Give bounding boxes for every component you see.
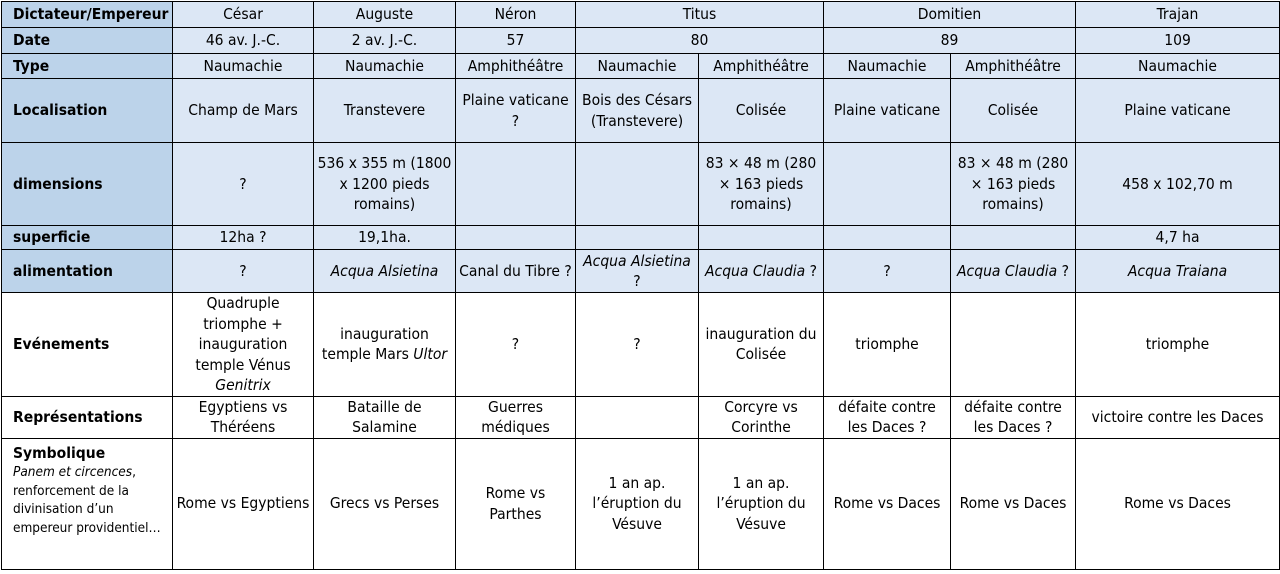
alimentation-cell: [824, 250, 951, 293]
event-text: triomphe: [855, 335, 919, 353]
event-text: ?: [633, 335, 641, 353]
representations-label: Représentations: [2, 396, 173, 438]
symbolique-cell: Rome vs Daces: [951, 438, 1076, 569]
alimentation-cell: [699, 250, 824, 293]
representations-cell: Bataille de Salamine: [314, 396, 456, 438]
symbolique-cell: 1 an ap. l’éruption du Vésuve: [699, 438, 824, 569]
event-epithet: Genitrix: [215, 376, 271, 394]
dimensions-cell: [456, 143, 576, 226]
symbolique-cell: Rome vs Parthes: [456, 438, 576, 569]
localisation-cell: Transtevere: [314, 79, 456, 143]
alimentation-cell: [314, 250, 456, 293]
type-cell: Naumachie: [824, 54, 951, 79]
evenements-cell: [456, 293, 576, 397]
localisation-cell: Plaine vaticane ?: [456, 79, 576, 143]
representations-row: [2, 396, 1280, 438]
symbolique-cell: Rome vs Egyptiens: [173, 438, 314, 569]
event-text: ?: [511, 335, 520, 353]
dimensions-cell: ?: [173, 143, 314, 226]
dimensions-cell: [824, 143, 951, 226]
evenements-cell: [1076, 293, 1280, 397]
uncertainty-mark: ?: [805, 261, 817, 280]
type-label: Type: [2, 54, 173, 79]
type-cell: Naumachie: [1076, 54, 1280, 79]
symbolique-label-cell: [2, 438, 173, 569]
symbolique-cell: Grecs vs Perses: [314, 438, 456, 569]
symbolique-row: [2, 438, 1280, 569]
naumachies-table: [1, 1, 1280, 570]
ruler-auguste: Auguste: [314, 2, 456, 28]
symbolique-note-rest: , renforcement de la divinisation d’un empereur providentiel…: [13, 464, 161, 536]
alimentation-text: Canal du Tibre ?: [459, 261, 572, 280]
symbolique-cell: Rome vs Daces: [824, 438, 951, 569]
aqueduct-name: Acqua Alsietina: [330, 261, 439, 280]
date-cell: 80: [576, 28, 824, 54]
alimentation-cell: [173, 250, 314, 293]
ruler-cesar: César: [173, 2, 314, 28]
date-cell: 89: [824, 28, 1076, 54]
type-cell: Amphithéâtre: [951, 54, 1076, 79]
superficie-cell: [456, 226, 576, 250]
date-cell: 109: [1076, 28, 1280, 54]
superficie-cell: 12ha ?: [173, 226, 314, 250]
event-text: Quadruple triomphe + inauguration temple Vénus: [195, 294, 291, 374]
ruler-trajan: Trajan: [1076, 2, 1280, 28]
representations-cell: défaite contre les Daces ?: [951, 396, 1076, 438]
alimentation-cell: [951, 250, 1076, 293]
superficie-cell: [576, 226, 699, 250]
dimensions-cell: 83 × 48 m (280 × 163 pieds romains): [951, 143, 1076, 226]
representations-cell: [576, 396, 699, 438]
type-cell: Amphithéâtre: [456, 54, 576, 79]
superficie-cell: [699, 226, 824, 250]
dimensions-row: [2, 143, 1280, 226]
type-cell: Naumachie: [314, 54, 456, 79]
date-cell: 2 av. J.-C.: [314, 28, 456, 54]
localisation-cell: Colisée: [951, 79, 1076, 143]
event-epithet: Ultor: [413, 345, 448, 364]
header-label: Dictateur/Empereur: [2, 2, 173, 28]
dimensions-cell: 458 x 102,70 m: [1076, 143, 1280, 226]
localisation-row: [2, 79, 1280, 143]
alimentation-cell: [576, 250, 699, 293]
alimentation-label: alimentation: [2, 250, 173, 293]
date-label: Date: [2, 28, 173, 54]
symbolique-label: Symbolique: [13, 443, 106, 462]
symbolique-note: [13, 463, 169, 537]
superficie-cell: 4,7 ha: [1076, 226, 1280, 250]
ruler-domitien: Domitien: [824, 2, 1076, 28]
evenements-cell: [173, 293, 314, 397]
localisation-cell: Plaine vaticane: [1076, 79, 1280, 143]
superficie-row: [2, 226, 1280, 250]
event-text: inauguration du Colisée: [705, 324, 817, 364]
evenements-cell: [951, 293, 1076, 397]
aqueduct-name: Acqua Claudia: [957, 261, 1058, 280]
alimentation-text: ?: [883, 261, 891, 280]
date-row: [2, 28, 1280, 54]
dimensions-cell: [576, 143, 699, 226]
representations-cell: Corcyre vs Corinthe: [699, 396, 824, 438]
superficie-cell: 19,1ha.: [314, 226, 456, 250]
dimensions-label: dimensions: [2, 143, 173, 226]
aqueduct-name: Acqua Alsietina: [583, 251, 691, 270]
evenements-label: Evénements: [2, 293, 173, 397]
header-row: [2, 2, 1280, 28]
aqueduct-name: Acqua Traiana: [1127, 261, 1228, 280]
ruler-neron: Néron: [456, 2, 576, 28]
dimensions-cell: 536 x 355 m (1800 x 1200 pieds romains): [314, 143, 456, 226]
event-text: triomphe: [1145, 335, 1210, 353]
event-text: inauguration temple Mars: [321, 324, 429, 364]
evenements-row: [2, 293, 1280, 397]
uncertainty-mark: ?: [1057, 261, 1070, 280]
localisation-label: Localisation: [2, 79, 173, 143]
representations-cell: défaite contre les Daces ?: [824, 396, 951, 438]
alimentation-cell: [1076, 250, 1280, 293]
representations-cell: Egyptiens vs Théréens: [173, 396, 314, 438]
superficie-cell: [951, 226, 1076, 250]
ruler-titus: Titus: [576, 2, 824, 28]
evenements-cell: [314, 293, 456, 397]
symbolique-note-latin: Panem et circences: [13, 464, 133, 480]
type-cell: Naumachie: [576, 54, 699, 79]
alimentation-cell: [456, 250, 576, 293]
representations-cell: victoire contre les Daces: [1076, 396, 1280, 438]
superficie-label: superficie: [2, 226, 173, 250]
type-cell: Amphithéâtre: [699, 54, 824, 79]
alimentation-row: [2, 250, 1280, 293]
localisation-cell: Colisée: [699, 79, 824, 143]
date-cell: 46 av. J.-C.: [173, 28, 314, 54]
localisation-cell: Champ de Mars: [173, 79, 314, 143]
aqueduct-name: Acqua Claudia: [705, 261, 806, 280]
symbolique-cell: Rome vs Daces: [1076, 438, 1280, 569]
localisation-cell: Bois des Césars (Transtevere): [576, 79, 699, 143]
evenements-cell: [699, 293, 824, 397]
symbolique-cell: 1 an ap. l’éruption du Vésuve: [576, 438, 699, 569]
representations-cell: Guerres médiques: [456, 396, 576, 438]
dimensions-cell: 83 × 48 m (280 × 163 pieds romains): [699, 143, 824, 226]
uncertainty-mark: ?: [633, 272, 641, 290]
alimentation-text: ?: [239, 261, 247, 280]
evenements-cell: [576, 293, 699, 397]
localisation-cell: Plaine vaticane: [824, 79, 951, 143]
superficie-cell: [824, 226, 951, 250]
date-cell: 57: [456, 28, 576, 54]
type-cell: Naumachie: [173, 54, 314, 79]
evenements-cell: [824, 293, 951, 397]
type-row: [2, 54, 1280, 79]
